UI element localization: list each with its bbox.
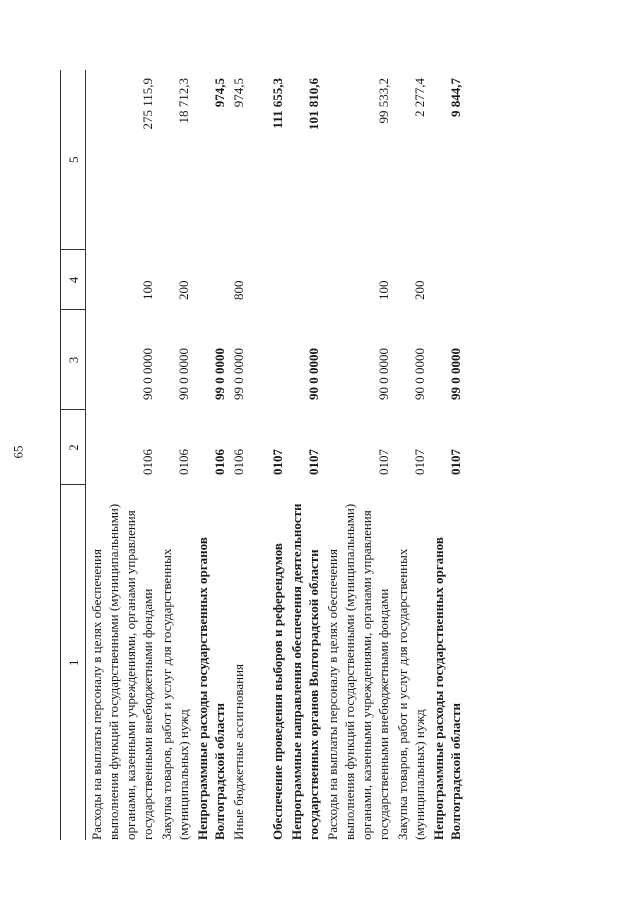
table-row [392,70,428,840]
row-expense-type-cell [267,250,286,310]
header-col-3: 3 [61,310,86,410]
row-name-cell: Непрограммные направления обеспечения деятельности государственных органов Волгоградской области [289,503,321,840]
row-amount-cell: 974,5 [231,78,246,108]
budget-table-container [60,70,570,840]
row-target-cell: 90 0 0000 [376,348,391,400]
row-section-cell: 0107 [412,449,427,475]
row-amount-cell: 18 712,3 [176,78,191,124]
table-row [228,70,247,840]
row-amount-cell: 2 277,4 [412,78,427,117]
row-expense-type-cell: 200 [176,280,191,300]
row-target-cell: 90 0 0000 [412,348,427,400]
row-section-cell: 0106 [231,449,246,475]
row-target-cell: 90 0 0000 [176,348,191,400]
table-body [86,70,465,840]
row-name-cell: Непрограммные расходы государственных органов Волгоградской области [431,537,463,840]
header-col-5: 5 [61,70,86,250]
spacer-row [247,70,267,840]
row-section-cell: 0106 [140,449,155,475]
row-expense-type-cell: 800 [231,280,246,300]
header-col-1: 1 [61,485,86,840]
table-row [286,70,322,840]
row-expense-type-cell: 200 [412,280,427,300]
row-amount-cell: 111 655,3 [270,78,285,129]
row-section-cell: 0106 [176,449,191,475]
row-target-cell: 99 0 0000 [448,348,463,400]
table-row [322,70,392,840]
table-row [267,70,286,840]
row-target-cell: 99 0 0000 [212,348,227,400]
spacer-cell [247,70,267,840]
row-section-cell: 0107 [306,449,321,475]
row-amount-cell: 9 844,7 [448,78,463,117]
table-row [156,70,192,840]
row-expense-type-cell [428,250,464,310]
row-section-cell: 0107 [448,449,463,475]
row-section-cell: 0107 [376,449,391,475]
table-row [428,70,464,840]
table-row [86,70,157,840]
row-name-cell: Закупка товаров, работ и услуг для государственных (муниципальных) нужд [395,548,427,840]
row-name-cell: Обеспечение проведения выборов и референдумов [270,543,285,840]
row-expense-type-cell: 100 [376,280,391,300]
row-target-cell [267,310,286,410]
row-name-cell: Непрограммные расходы государственных органов Волгоградской области [195,537,227,840]
page-number: 65 [10,445,26,459]
row-name-cell: Закупка товаров, работ и услуг для государственных (муниципальных) нужд [159,548,191,840]
row-target-cell: 90 0 0000 [140,348,155,400]
row-amount-cell: 101 810,6 [306,78,321,130]
row-target-cell: 99 0 0000 [231,348,246,400]
budget-table [60,70,464,840]
row-expense-type-cell: 100 [140,280,155,300]
row-section-cell: 0107 [270,449,285,475]
row-amount-cell: 99 533,2 [376,78,391,124]
header-col-2: 2 [61,410,86,485]
row-amount-cell: 974,5 [212,78,227,108]
row-section-cell: 0106 [212,449,227,475]
row-expense-type-cell [192,250,228,310]
row-amount-cell: 275 115,9 [140,78,155,130]
header-col-4: 4 [61,250,86,310]
row-name-cell: Расходы на выплаты персоналу в целях обеспечения выполнения функций государственными (муниципальными) органами, казенными учреждениями, органами управления государственными внебюджетными фондами [325,503,391,840]
table-row [192,70,228,840]
table-header-row [61,70,86,840]
row-name-cell: Расходы на выплаты персоналу в целях обеспечения выполнения функций государственными (муниципальными) органами, казенными учреждениями, органами управления государственными внебюджетными фондами [89,503,155,840]
row-target-cell: 90 0 0000 [306,348,321,400]
row-name-cell: Иные бюджетные ассигнования [231,663,246,840]
row-expense-type-cell [286,250,322,310]
